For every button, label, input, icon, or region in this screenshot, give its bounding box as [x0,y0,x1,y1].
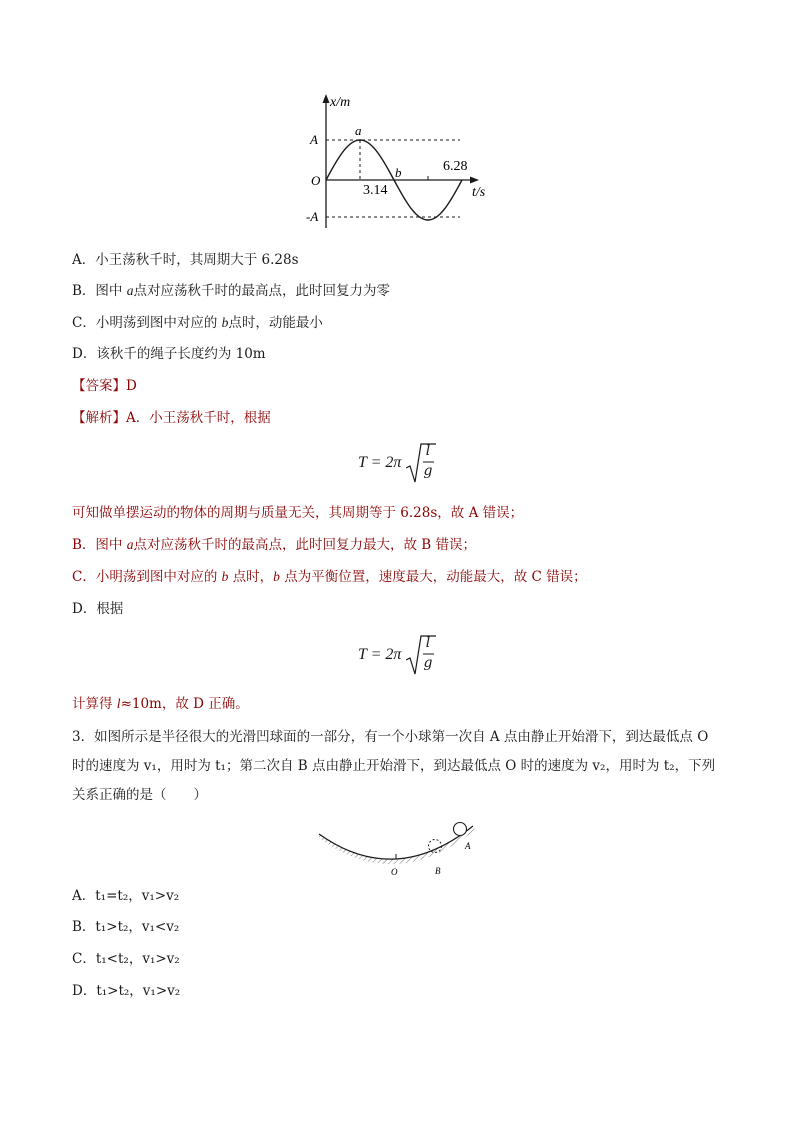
y-axis-label: x/m [330,95,351,110]
fraction-denominator: g [423,655,433,671]
option-d: D．该秋千的绳子长度约为 10m [72,346,266,362]
formula-lhs: T = 2π [358,646,402,663]
option-b: B．图中 a点对应荡秋千时的最高点，此时回复力为零 [72,283,390,299]
ball-at-A [454,823,467,836]
analysis-line-d: D．根据 [72,601,124,617]
y-axis-arrow-icon [323,94,330,103]
point-b-label: b [395,165,402,180]
negative-amplitude-label: -A [306,209,319,224]
option-c: C．小明荡到图中对应的 b点时，动能最小 [72,315,323,331]
pendulum-formula-1 [358,440,448,486]
answer-line: 【答案】D [72,378,137,394]
point-A-label: A [465,841,471,851]
q3-option-a: A．t₁=t₂，v₁>v₂ [72,888,180,904]
displacement-time-graph [300,90,510,240]
analysis-line-c: C．小明荡到图中对应的 b 点时，b 点为平衡位置，速度最大，动能最大，故 C 错误； [72,569,587,585]
point-O-label: O [391,867,398,877]
fraction-numerator: l [425,635,431,651]
x-axis-label: t/s [472,185,486,200]
concave-surface-diagram [315,818,485,883]
question-3-stem-line-2: 时的速度为 v₁，用时为 t₁；第二次自 B 点由静止开始滑下，到达最低点 O 时的速度为 v₂，用时为 t₂，下列 [72,758,716,774]
x-axis-arrow-icon [470,177,479,184]
option-a: A．小王荡秋千时，其周期大于 6.28s [72,252,299,268]
question-3-stem [72,723,732,810]
analysis-line-a: 可知做单摆运动的物体的周期与质量无关，其周期等于 6.28s，故 A 错误； [72,505,524,521]
point-a-label: a [355,123,362,138]
formula-lhs: T = 2π [358,454,402,471]
tick-label-628: 6.28 [443,159,468,174]
question-3-stem-line-1: 3．如图所示是半径很大的光滑凹球面的一部分，有一个小球第一次自 A 点由静止开始滑下，到达最低点 O [72,729,709,745]
q3-option-c: C．t₁<t₂，v₁>v₂ [72,951,180,967]
q3-option-d: D．t₁>t₂，v₁>v₂ [72,983,181,999]
q3-option-b: B．t₁>t₂，v₁<v₂ [72,919,180,935]
pendulum-formula-2 [358,632,448,678]
tick-label-314: 3.14 [363,183,388,198]
analysis-line-b: B．图中 a点对应荡秋千时的最高点，此时回复力最大，故 B 错误； [72,537,476,553]
fraction-denominator: g [423,463,433,479]
point-B-label: B [435,866,441,876]
fraction-numerator: l [425,443,431,459]
amplitude-label: A [310,132,318,147]
question-3-stem-line-3: 关系正确的是（ ） [72,787,207,803]
analysis-conclusion: 计算得 l≈10m，故 D 正确。 [72,696,249,712]
analysis-intro: 【解析】A．小王荡秋千时，根据 [72,410,271,426]
origin-label: O [311,173,321,188]
